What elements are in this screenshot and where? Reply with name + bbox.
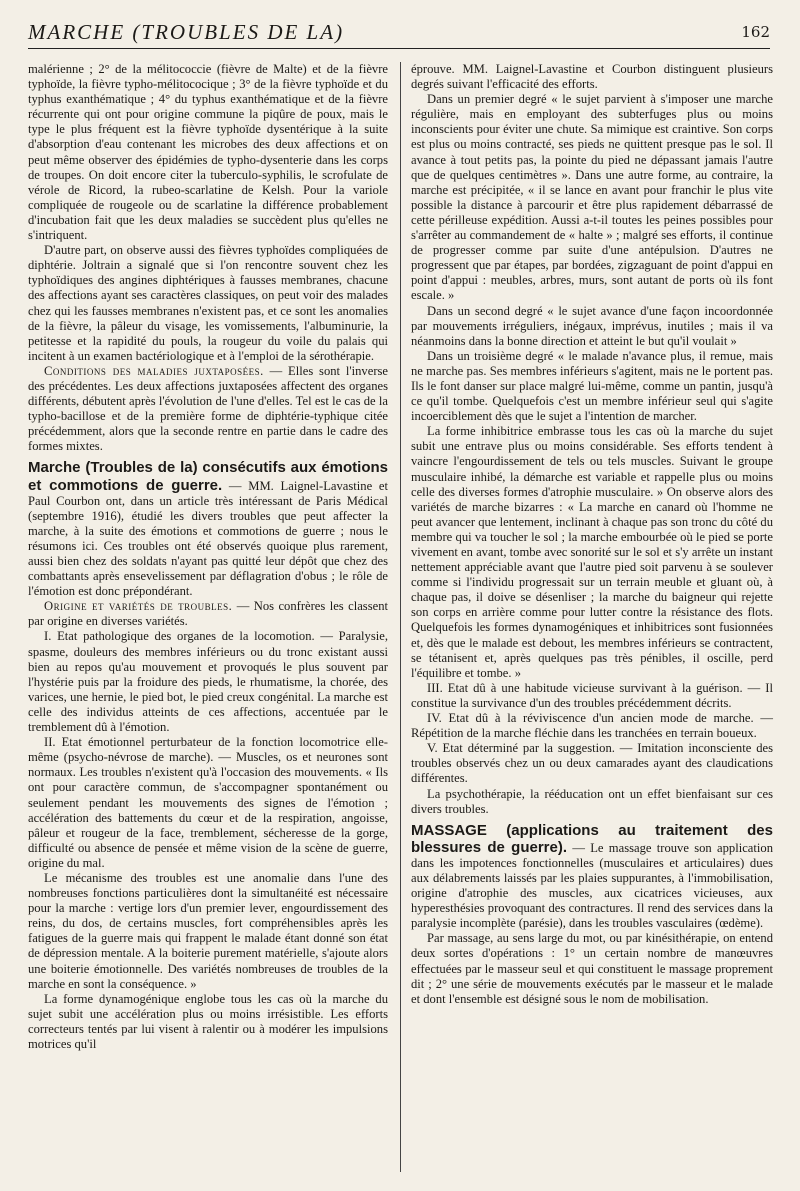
paragraph: La forme inhibitrice embrasse tous les cas où la marche du sujet subit une entrave plus ou moins considérable. Ses efforts tendent à vaincre l'engourdissement de tels ou tels muscles. Suivant le groupe musculaire inhibé, la démarche est variable et rappelle plus ou moins celle des diverses formes d'atrophie musculaire. » On observe alors des variétés de marche bizarres : « La marche en canard où l'homme ne peut avancer que lentement, inclinant à chaque pas son tronc du côté du membre qui va toucher le sol ; la marche embourbée où le pied se porte vivement en avant, tombe avec sonorité sur le sol et s'y arrête un instant nettement appréciable avant que l'autre pied soit parvenu à se soulever comme si l'individu progressait sur un terrain meuble et gluant où, à chaque pas, il doive se désenliser ; la marche du baigneur qui rejette son corps en arrière comme pour lutter contre la résistance des flots. Quelquefois les formes dynamogéniques et inhibitrices sont fusionnées et, dès que le malade est debout, les membres inférieurs se contractent, se tétanisent et, après quelques pas très pénibles, il oscille, perd l'équilibre et tombe. » xyxy=(411,424,773,680)
paragraph-lead: Origine et variétés de troubles. xyxy=(44,599,233,614)
paragraph: Dans un premier degré « le sujet parvient à s'imposer une marche régulière, mais en employant des subterfuges plus ou moins inconscients pour éviter une chute. Sa mimique est craintive. Son corps est plus ou moins contracté, ses pieds ne quittent presque pas le sol. Il avance à tout petits pas, la pointe du pied ne dépassant jamais l'autre que de quelques centimètres ». Dans une autre forme, au contraire, la marche est précipitée, « il se lance en avant pour franchir le plus vite possible la distance à parcourir et être plus rapidement débarrassé de cette périlleuse expédition. Aussi a-t-il toutes les peines possibles pour s'arrêter au commandement de « halte » ; malgré ses efforts, il continue de progresser comme par suite d'une antépulsion. D'autres ne progressent que par étapes, par bordées, zigzaguant de point d'appui en point d'appui : meubles, arbres, murs, sont autant de ports où ils font escale. » xyxy=(411,92,773,303)
article-heading: Marche (Troubles de la) consécutifs aux émotions et commotions de guerre. xyxy=(28,459,388,494)
paragraph: D'autre part, on observe aussi des fièvres typhoïdes compliquées de diphtérie. Joltrain a signalé que si l'on rencontre souvent chez les typhoïdiques des angines diphtériques à fausses membranes, chacune des affections ayant ses caractères classiques, on peut voir des malades chez qui les fausses membranes n'existent pas, et ce sont les anomalies de la fièvre, la pâleur du visage, les vomissements, l'albuminurie, la petitesse et la rapidité du pouls, la rougeur du voile du palais qui incitent à un examen bactériologique et à l'emploi de la sérothérapie. xyxy=(28,243,388,363)
paragraph: I. Etat pathologique des organes de la locomotion. — Paralysie, spasme, douleurs des membres inférieurs ou du tronc existant aussi bien au repos qu'au mouvement et provoqués le plus souvent par l'hystérie puis par la froidure des pieds, le rhumatisme, la chorée, des varices, une hernie, le pied bot, le pied creux congénital. La marche est celle des individus atteints de ces affections, accentuée par le tremblement dû à l'émotion. xyxy=(28,629,388,735)
paragraph: Dans un troisième degré « le malade n'avance plus, il remue, mais ne marche pas. Ses membres inférieurs s'agitent, mais ne le portent pas. Ils le font danser sur place malgré lui-même, comme un pantin, jusqu'à ce qu'il tombe. Quelquefois c'est un membre inférieur seul qui s'agite incoerciblement dès que le sujet a l'intention de marcher. xyxy=(411,348,773,424)
paragraph: La forme dynamogénique englobe tous les cas où la marche du sujet subit une accélération plus ou moins irrésistible. Les efforts correcteurs tentés par lui visent à ralentir ou à modérer les impulsions motrices qu'il xyxy=(28,991,388,1051)
header-title: MARCHE (TROUBLES DE LA) xyxy=(28,20,345,44)
paragraph: III. Etat dû à une habitude vicieuse survivant à la guérison. — Il constitue la survivance d'un des troubles précédemment décrits. xyxy=(411,680,773,710)
running-header xyxy=(28,14,770,49)
paragraph xyxy=(28,364,388,455)
paragraph-body: — Le massage trouve son application dans les impotences fonctionnelles (musculaires et articulaires) dues aux délabrements laissés par les plaies suppurantes, à l'immobilisation, origine d'atrophie des muscles, aux cicatrices vicieuses, aux hyperesthésies provoquant des contractures. Il rend des services dans la paralysie incomplète (parésie), dans les troubles vasculaires (œdème). xyxy=(411,840,773,931)
left-column xyxy=(28,62,388,1052)
article-entry xyxy=(28,459,388,599)
paragraph-body: — Elles sont l'inverse des précédentes. Les deux affections juxtaposées affectent des organes différents, débutent après l'évolution de l'une d'elles. Tel est le cas de la typho-bacillose et de la première forme de diphtérie-typhique citée précédemment, alors que la seconde rentre en partie dans le cadre des formes mixtes. xyxy=(28,363,389,454)
paragraph: V. Etat déterminé par la suggestion. — Imitation inconsciente des troubles observés chez un ou deux camarades ayant des claudications différentes. xyxy=(411,741,773,786)
paragraph: II. Etat émotionnel perturbateur de la fonction locomotrice elle-même (psycho-névrose de marche). — Muscles, os et neurones sont normaux. Les troubles n'existent qu'à l'occasion des mouvements. « Ils ont pour caractère commun, de s'accompagner spontanément ou seulement pendant les mouvements des signes de l'émotion ; accélération des battements du cœur et de la respiration, angoisse, pâleur et rougeur de la face, tremblement, sécheresse de la gorge, difficulté ou absence de pensée et même vision de la scène de guerre, origine du mal. xyxy=(28,735,388,870)
page-number: 162 xyxy=(741,23,770,41)
paragraph-body: — MM. Laignel-Lavastine et Paul Courbon ont, dans un article très intéressant de Paris Médical (septembre 1916), étudié les divers troubles que peut affecter la marche, à la suite des émotions et commotions de guerre ; nous le résumons ici. Ces troubles ont été observés quoique plus rarement, aussi bien chez des soldats n'ayant pas quitté leur dépôt que chez des combattants après ensevelissement par déflagration d'obus ; le rôle de l'émotion est donc prépondérant. xyxy=(28,478,388,599)
paragraph-lead: Conditions des maladies juxtaposées. xyxy=(44,363,264,378)
paragraph: IV. Etat dû à la réviviscence d'un ancien mode de marche. — Répétition de la marche fléchie dans les tranchées en terrain boueux. xyxy=(411,711,773,741)
paragraph xyxy=(28,599,388,629)
paragraph: La psychothérapie, la rééducation ont un effet bienfaisant sur ces divers troubles. xyxy=(411,786,773,816)
paragraph: Dans un second degré « le sujet avance d'une façon incoordonnée par mouvements irréguliers, inégaux, imprévus, inutiles ; mais il va néanmoins dans la bonne direction et atteint le but qu'il voulait » xyxy=(411,303,773,348)
paragraph: Le mécanisme des troubles est une anomalie dans l'une des nombreuses fonctions particulières dont la simultanéité est nécessaire pour la marche : vertige lors d'un premier lever, engourdissement des reins, du dos, de certains muscles, fort compréhensibles après les fatigues de la guerre mais qui frappent le malade étant donné son état de dépression mentale. A la boiterie purement matérielle, s'ajoute alors une boiterie émotionnelle. Des variétés nombreuses de troubles de la marche en sont la conséquence. » xyxy=(28,870,388,991)
article-entry xyxy=(411,822,773,932)
column-divider xyxy=(400,62,401,1172)
paragraph: Par massage, au sens large du mot, ou par kinésithérapie, on entend deux sortes d'opérations : 1° un certain nombre de manœuvres effectuées par le masseur seul et qui constituent le massage proprement dit ; 2° une série de mouvements exécutés par le masseur et le malade et dont l'ensemble est désigné sous le nom de mobilisation. xyxy=(411,931,773,1006)
article-heading: MASSAGE (applications au traitement des blessures de guerre). xyxy=(411,821,773,856)
paragraph: éprouve. MM. Laignel-Lavastine et Courbon distinguent plusieurs degrés suivant l'efficacité des efforts. xyxy=(411,62,773,92)
paragraph-body: — Nos confrères les classent par origine en diverses variétés. xyxy=(28,599,388,629)
paragraph: malérienne ; 2° de la mélitococcie (fièvre de Malte) et de la fièvre typhoïde, la fièvre typho-mélitococique ; 3° de la fièvre typhoïde et du typhus exanthématique ; 4° du typhus exanthématique et de la fièvre récurrente qui ont pour origine commune la piqûre de poux, mais le type le plus fréquent est la fièvre typhoïde dysentérique à la suite d'absorption d'eau contenant les microbes des deux affections et on peut même observer des épidémies de typho-dysenterie dans les corps de troupes. On doit encore citer la tuberculo-syphilis, le scrofulate de vérole de Ricord, la rubeo-scarlatine de Kelsh. Pour la variole compliquée de rougeole ou de scarlatine la différence probablement d'incubation fait que les deux maladies se succèdent plus qu'elles ne s'intriquent. xyxy=(28,62,388,243)
right-column xyxy=(411,62,773,1007)
